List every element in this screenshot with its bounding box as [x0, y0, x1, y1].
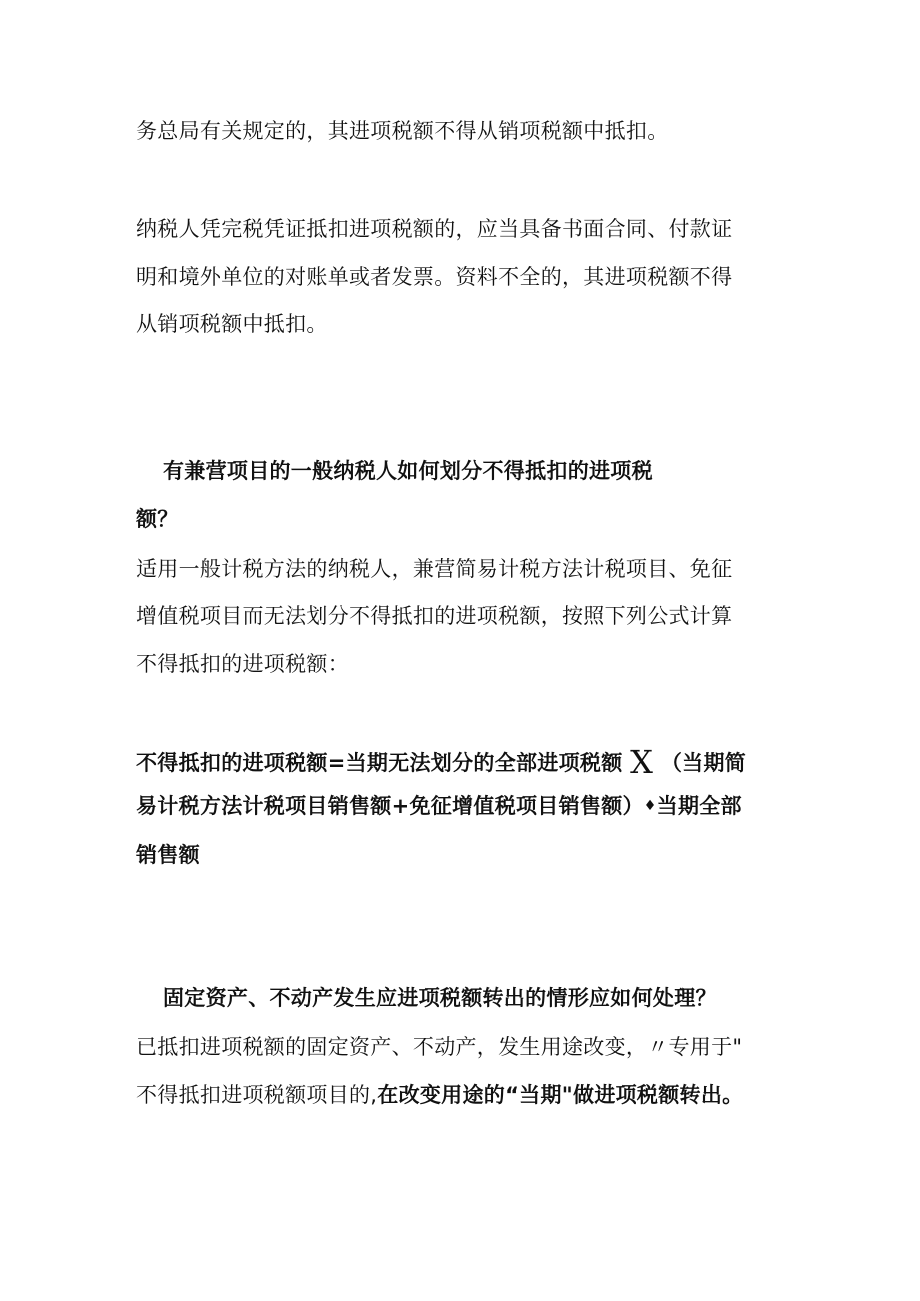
emphasis-text: 在改变用途的“当期"做进项税额转出。: [377, 1083, 744, 1107]
paragraph-line: [136, 1085, 743, 1106]
section-heading: 额？: [136, 507, 179, 531]
paragraph-line: 增值税项目而无法划分不得抵扣的进项税额，按照下列公式计算: [136, 604, 733, 628]
paragraph-line: 务总局有关规定的，其进项税额不得从销项税额中抵扣。: [136, 119, 669, 143]
paragraph-text: 不得抵扣进项税额项目的,: [136, 1083, 378, 1107]
paragraph-line: 已抵扣进项税额的固定资产、不动产，发生用途改变，〃专用于": [136, 1035, 743, 1059]
divide-symbol: ♦: [643, 798, 657, 814]
paragraph-line: 明和境外单位的对账单或者发票。资料不全的，其进项税额不得: [136, 265, 733, 289]
formula-text: 当期全部: [656, 794, 742, 818]
formula-text: 易计税方法计税项目销售额+免征增值税项目销售额）: [136, 794, 644, 818]
multiply-symbol: X: [630, 743, 654, 781]
formula-line: [136, 796, 742, 817]
paragraph-line: 适用一般计税方法的纳税人，兼营简易计税方法计税项目、免征: [136, 557, 733, 581]
paragraph-line: 不得抵扣的进项税额：: [136, 652, 349, 676]
section-heading: 固定资产、不动产发生应进项税额转出的情形应如何处理？: [163, 986, 717, 1010]
paragraph-line: 纳税人凭完税凭证抵扣进项税额的，应当具备书面合同、付款证: [136, 217, 733, 241]
formula-line: [136, 743, 747, 781]
section-heading: 有兼营项目的一般纳税人如何划分不得抵扣的进项税: [163, 459, 653, 483]
formula-text: （当期简: [660, 751, 747, 775]
formula-text: 不得抵扣的进项税额=当期无法划分的全部进项税额: [136, 751, 623, 775]
formula-line: 销售额: [136, 843, 200, 867]
paragraph-line: 从销项税额中抵扣。: [136, 312, 328, 336]
